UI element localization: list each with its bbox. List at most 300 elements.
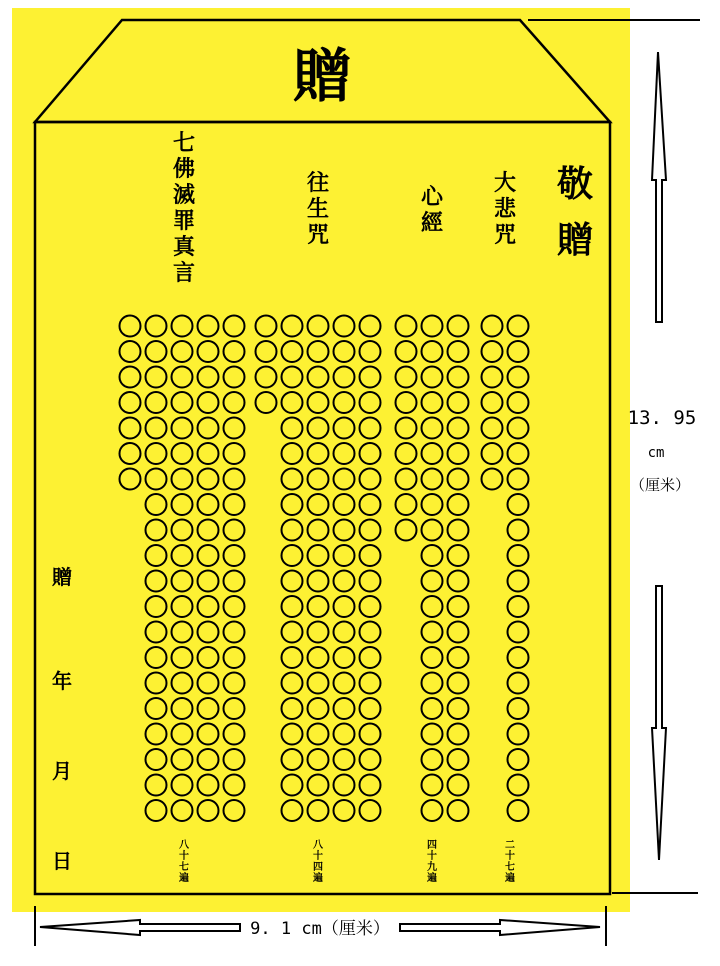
recitation-circle[interactable] [172, 775, 193, 796]
recitation-circle[interactable] [172, 622, 193, 643]
recitation-circle[interactable] [146, 545, 167, 566]
recitation-circle[interactable] [224, 698, 245, 719]
recitation-circle[interactable] [224, 418, 245, 439]
recitation-circle[interactable] [198, 698, 219, 719]
recitation-circle[interactable] [396, 520, 417, 541]
recitation-circle[interactable] [146, 367, 167, 388]
recitation-circle[interactable] [224, 673, 245, 694]
recitation-circle[interactable] [172, 418, 193, 439]
recitation-circle[interactable] [448, 698, 469, 719]
column-count-2-char: 八 [313, 840, 323, 851]
column-count-4 [504, 839, 515, 884]
column-title-1 [173, 130, 196, 286]
column-count-1-char: 七 [179, 862, 189, 873]
recitation-circle[interactable] [448, 673, 469, 694]
recitation-circle[interactable] [508, 596, 529, 617]
recitation-circle[interactable] [360, 571, 381, 592]
recitation-circle[interactable] [224, 341, 245, 362]
column-count-4-char: 遍 [505, 873, 515, 884]
recitation-circle[interactable] [308, 367, 329, 388]
recitation-circle[interactable] [198, 545, 219, 566]
recitation-circle[interactable] [482, 418, 503, 439]
recitation-circle[interactable] [146, 520, 167, 541]
recitation-circle[interactable] [422, 698, 443, 719]
recitation-circle[interactable] [422, 775, 443, 796]
height-unit: cm [647, 445, 665, 461]
recitation-circle[interactable] [146, 494, 167, 515]
column-count-1 [178, 839, 190, 884]
recitation-circle[interactable] [448, 622, 469, 643]
recitation-circle[interactable] [172, 571, 193, 592]
recitation-circle[interactable] [422, 724, 443, 745]
recitation-circle[interactable] [508, 341, 529, 362]
recitation-circle[interactable] [482, 443, 503, 464]
recitation-circle[interactable] [482, 469, 503, 490]
recitation-circle[interactable] [308, 418, 329, 439]
recitation-circle[interactable] [120, 392, 141, 413]
recitation-circle[interactable] [308, 596, 329, 617]
recitation-circle[interactable] [308, 775, 329, 796]
recitation-circle[interactable] [334, 469, 355, 490]
recitation-circle[interactable] [198, 392, 219, 413]
column-title-3-char: 心 [420, 184, 444, 210]
column-count-1-char: 十 [179, 851, 189, 862]
recitation-circle[interactable] [422, 800, 443, 821]
recitation-circle[interactable] [360, 800, 381, 821]
recitation-circle[interactable] [448, 520, 469, 541]
recitation-circle[interactable] [422, 443, 443, 464]
column-title-1-char: 罪 [172, 208, 196, 234]
recitation-circle[interactable] [508, 545, 529, 566]
recitation-circle[interactable] [508, 571, 529, 592]
recitation-circle[interactable] [334, 418, 355, 439]
column-title-1-char: 佛 [172, 156, 196, 182]
recitation-circle[interactable] [198, 367, 219, 388]
recitation-circle[interactable] [360, 520, 381, 541]
recitation-circle[interactable] [396, 469, 417, 490]
recitation-circle[interactable] [334, 724, 355, 745]
recitation-circle[interactable] [422, 596, 443, 617]
recitation-circle[interactable] [334, 800, 355, 821]
recitation-circle[interactable] [396, 494, 417, 515]
recitation-circle[interactable] [224, 724, 245, 745]
recitation-circle[interactable] [146, 596, 167, 617]
recitation-circle[interactable] [360, 443, 381, 464]
recitation-circle[interactable] [482, 367, 503, 388]
recitation-circle[interactable] [282, 341, 303, 362]
column-count-4-char: 七 [505, 862, 515, 873]
respect-label-char: 敬 [556, 163, 594, 205]
recitation-circle[interactable] [146, 775, 167, 796]
recitation-circle[interactable] [422, 571, 443, 592]
recitation-circle[interactable] [146, 571, 167, 592]
recitation-circle[interactable] [508, 673, 529, 694]
recitation-circle[interactable] [448, 724, 469, 745]
date-label-char: 贈 [52, 565, 72, 589]
recitation-circle[interactable] [308, 545, 329, 566]
recitation-circle[interactable] [172, 443, 193, 464]
recitation-circle[interactable] [172, 596, 193, 617]
recitation-circle[interactable] [508, 775, 529, 796]
recitation-circle[interactable] [308, 571, 329, 592]
column-count-3-char: 遍 [427, 873, 437, 884]
recitation-circle[interactable] [224, 596, 245, 617]
recitation-circle[interactable] [396, 418, 417, 439]
recitation-circle[interactable] [422, 367, 443, 388]
recitation-circle[interactable] [120, 316, 141, 337]
recitation-circle[interactable] [120, 469, 141, 490]
height-dimension [528, 20, 700, 893]
recitation-circle[interactable] [146, 341, 167, 362]
height-unit-cn: （厘米） [629, 476, 691, 494]
recitation-circle[interactable] [360, 749, 381, 770]
recitation-circle[interactable] [422, 469, 443, 490]
recitation-circle[interactable] [360, 494, 381, 515]
recitation-circle[interactable] [224, 520, 245, 541]
recitation-circle[interactable] [224, 392, 245, 413]
recitation-circle[interactable] [422, 749, 443, 770]
recitation-circle[interactable] [360, 316, 381, 337]
recitation-circle[interactable] [282, 520, 303, 541]
recitation-circle[interactable] [448, 647, 469, 668]
column-count-2-char: 四 [313, 862, 323, 873]
recitation-circle[interactable] [422, 647, 443, 668]
recitation-circle[interactable] [198, 724, 219, 745]
recitation-circle[interactable] [172, 316, 193, 337]
recitation-circle[interactable] [198, 622, 219, 643]
recitation-circle[interactable] [334, 775, 355, 796]
recitation-circle[interactable] [224, 367, 245, 388]
recitation-circle[interactable] [282, 775, 303, 796]
width-label: 9. 1 cm（厘米） [250, 919, 390, 939]
recitation-circle[interactable] [146, 800, 167, 821]
recitation-circle[interactable] [146, 749, 167, 770]
recitation-circle[interactable] [508, 494, 529, 515]
recitation-circle[interactable] [360, 392, 381, 413]
recitation-circle[interactable] [282, 367, 303, 388]
recitation-circle-grid [120, 316, 529, 822]
recitation-circle[interactable] [360, 596, 381, 617]
recitation-circle[interactable] [448, 469, 469, 490]
recitation-circle[interactable] [198, 418, 219, 439]
recitation-circle[interactable] [282, 443, 303, 464]
recitation-circle[interactable] [224, 494, 245, 515]
recitation-circle[interactable] [172, 647, 193, 668]
recitation-circle[interactable] [198, 647, 219, 668]
recitation-circle[interactable] [508, 698, 529, 719]
column-count-3-char: 四 [427, 840, 437, 851]
recitation-circle[interactable] [360, 724, 381, 745]
recitation-circle[interactable] [308, 622, 329, 643]
recitation-circle[interactable] [120, 367, 141, 388]
recitation-circle[interactable] [396, 341, 417, 362]
recitation-circle[interactable] [282, 724, 303, 745]
recitation-circle[interactable] [172, 673, 193, 694]
width-dimension [35, 906, 606, 946]
recitation-circle[interactable] [508, 749, 529, 770]
recitation-circle[interactable] [422, 622, 443, 643]
recitation-circle[interactable] [282, 800, 303, 821]
recitation-circle[interactable] [396, 443, 417, 464]
recitation-circle[interactable] [308, 749, 329, 770]
recitation-circle[interactable] [172, 724, 193, 745]
recitation-circle[interactable] [198, 571, 219, 592]
recitation-circle[interactable] [198, 341, 219, 362]
recitation-circle[interactable] [146, 469, 167, 490]
recitation-circle[interactable] [308, 520, 329, 541]
recitation-circle[interactable] [396, 367, 417, 388]
recitation-circle[interactable] [308, 724, 329, 745]
recitation-circle[interactable] [198, 494, 219, 515]
recitation-circle[interactable] [282, 622, 303, 643]
recitation-circle[interactable] [282, 392, 303, 413]
recitation-circle[interactable] [308, 341, 329, 362]
recitation-circle[interactable] [146, 698, 167, 719]
recitation-circle[interactable] [308, 673, 329, 694]
recitation-circle[interactable] [308, 443, 329, 464]
recitation-circle[interactable] [334, 316, 355, 337]
recitation-circle[interactable] [422, 494, 443, 515]
recitation-circle[interactable] [172, 800, 193, 821]
recitation-circle[interactable] [224, 775, 245, 796]
column-title-3 [421, 184, 444, 236]
column-count-2 [312, 839, 324, 884]
recitation-circle[interactable] [334, 520, 355, 541]
recitation-circle[interactable] [282, 698, 303, 719]
recitation-circle[interactable] [172, 392, 193, 413]
recitation-circle[interactable] [256, 392, 277, 413]
recitation-circle[interactable] [224, 749, 245, 770]
recitation-circle[interactable] [448, 367, 469, 388]
recitation-circle[interactable] [282, 673, 303, 694]
date-label-char: 日 [52, 849, 72, 873]
recitation-circle[interactable] [256, 367, 277, 388]
recitation-circle[interactable] [308, 494, 329, 515]
recitation-circle[interactable] [224, 316, 245, 337]
recitation-circle[interactable] [448, 545, 469, 566]
recitation-circle[interactable] [282, 469, 303, 490]
recitation-circle[interactable] [448, 749, 469, 770]
recitation-circle[interactable] [448, 418, 469, 439]
recitation-circle[interactable] [282, 749, 303, 770]
recitation-circle[interactable] [224, 545, 245, 566]
column-title-4 [494, 170, 517, 248]
recitation-circle[interactable] [146, 622, 167, 643]
recitation-circle[interactable] [334, 571, 355, 592]
recitation-circle[interactable] [508, 724, 529, 745]
recitation-circle[interactable] [422, 545, 443, 566]
recitation-circle[interactable] [508, 469, 529, 490]
recitation-circle[interactable] [482, 316, 503, 337]
recitation-circle[interactable] [120, 341, 141, 362]
column-title-3-char: 經 [420, 210, 444, 236]
recitation-circle[interactable] [146, 392, 167, 413]
recitation-circle[interactable] [224, 622, 245, 643]
recitation-circle[interactable] [334, 698, 355, 719]
recitation-circle[interactable] [448, 341, 469, 362]
recitation-circle[interactable] [198, 596, 219, 617]
recitation-circle[interactable] [360, 545, 381, 566]
recitation-circle[interactable] [198, 520, 219, 541]
recitation-circle[interactable] [448, 571, 469, 592]
recitation-circle[interactable] [448, 443, 469, 464]
date-label-char: 月 [52, 759, 72, 783]
recitation-circle[interactable] [422, 316, 443, 337]
recitation-circle[interactable] [334, 596, 355, 617]
column-title-2 [307, 170, 329, 248]
recitation-circle[interactable] [508, 392, 529, 413]
recitation-circle[interactable] [146, 724, 167, 745]
recitation-circle[interactable] [334, 622, 355, 643]
recitation-circle[interactable] [422, 673, 443, 694]
recitation-circle[interactable] [224, 469, 245, 490]
recitation-circle[interactable] [448, 596, 469, 617]
recitation-circle[interactable] [508, 800, 529, 821]
recitation-circle[interactable] [334, 494, 355, 515]
recitation-circle[interactable] [360, 622, 381, 643]
recitation-circle[interactable] [120, 418, 141, 439]
recitation-circle[interactable] [198, 775, 219, 796]
recitation-circle[interactable] [224, 647, 245, 668]
recitation-circle[interactable] [360, 647, 381, 668]
recitation-circle[interactable] [308, 698, 329, 719]
width-arrow-left [40, 920, 240, 935]
recitation-circle[interactable] [146, 443, 167, 464]
recitation-circle[interactable] [422, 520, 443, 541]
date-label [52, 565, 72, 873]
recitation-circle[interactable] [422, 341, 443, 362]
recitation-circle[interactable] [422, 392, 443, 413]
recitation-circle[interactable] [172, 469, 193, 490]
recitation-circle[interactable] [256, 341, 277, 362]
recitation-circle[interactable] [172, 698, 193, 719]
recitation-circle[interactable] [224, 571, 245, 592]
recitation-circle[interactable] [146, 418, 167, 439]
recitation-circle[interactable] [360, 698, 381, 719]
recitation-circle[interactable] [360, 673, 381, 694]
recitation-circle[interactable] [396, 392, 417, 413]
recitation-circle[interactable] [360, 418, 381, 439]
recitation-circle[interactable] [396, 316, 417, 337]
recitation-circle[interactable] [256, 316, 277, 337]
column-count-2-char: 十 [313, 851, 323, 862]
recitation-circle[interactable] [334, 673, 355, 694]
recitation-circle[interactable] [448, 800, 469, 821]
recitation-circle[interactable] [146, 647, 167, 668]
recitation-circle[interactable] [172, 520, 193, 541]
column-count-3-char: 九 [427, 862, 437, 873]
height-arrow-down [652, 586, 666, 860]
recitation-circle[interactable] [172, 341, 193, 362]
column-title-2-char: 生 [306, 196, 330, 222]
recitation-circle[interactable] [508, 367, 529, 388]
header-char: 贈 [292, 42, 352, 110]
column-count-4-char: 十 [505, 851, 515, 862]
recitation-circle[interactable] [198, 316, 219, 337]
column-count-3 [426, 839, 437, 884]
recitation-circle[interactable] [508, 316, 529, 337]
respect-label-char: 贈 [556, 219, 594, 261]
recitation-circle[interactable] [120, 443, 141, 464]
recitation-circle[interactable] [146, 316, 167, 337]
column-title-1-char: 七 [172, 130, 196, 156]
recitation-circle[interactable] [448, 494, 469, 515]
recitation-circle[interactable] [448, 316, 469, 337]
column-count-4-char: 二 [505, 840, 515, 851]
recitation-circle[interactable] [282, 316, 303, 337]
recitation-circle[interactable] [172, 545, 193, 566]
recitation-circle[interactable] [198, 443, 219, 464]
recitation-circle[interactable] [334, 392, 355, 413]
recitation-circle[interactable] [282, 571, 303, 592]
recitation-circle[interactable] [422, 418, 443, 439]
column-count-3-char: 十 [427, 851, 437, 862]
recitation-circle[interactable] [508, 418, 529, 439]
recitation-circle[interactable] [334, 647, 355, 668]
recitation-circle[interactable] [224, 800, 245, 821]
column-title-4-char: 悲 [493, 196, 517, 222]
recitation-circle[interactable] [308, 392, 329, 413]
recitation-circle[interactable] [334, 443, 355, 464]
recitation-circle[interactable] [172, 367, 193, 388]
recitation-circle[interactable] [360, 341, 381, 362]
recitation-circle[interactable] [508, 520, 529, 541]
recitation-circle[interactable] [308, 800, 329, 821]
recitation-circle[interactable] [282, 494, 303, 515]
recitation-circle[interactable] [172, 494, 193, 515]
recitation-circle[interactable] [334, 367, 355, 388]
column-title-4-char: 咒 [493, 222, 517, 248]
recitation-circle[interactable] [146, 673, 167, 694]
recitation-circle[interactable] [308, 316, 329, 337]
width-arrow-right [400, 920, 600, 935]
recitation-circle[interactable] [198, 749, 219, 770]
recitation-circle[interactable] [508, 647, 529, 668]
column-count-1-char: 遍 [179, 873, 189, 884]
height-value: 13. 95 [627, 407, 697, 429]
recitation-circle[interactable] [198, 469, 219, 490]
column-count-1-char: 八 [179, 840, 189, 851]
column-count-2-char: 遍 [313, 873, 323, 884]
recitation-circle[interactable] [224, 443, 245, 464]
recitation-circle[interactable] [308, 469, 329, 490]
recitation-circle[interactable] [482, 341, 503, 362]
recitation-circle[interactable] [198, 673, 219, 694]
recitation-circle[interactable] [334, 749, 355, 770]
recitation-circle[interactable] [308, 647, 329, 668]
recitation-circle[interactable] [360, 469, 381, 490]
recitation-circle[interactable] [360, 775, 381, 796]
recitation-circle[interactable] [282, 418, 303, 439]
recitation-circle[interactable] [282, 647, 303, 668]
column-title-1-char: 真 [172, 234, 196, 260]
recitation-circle[interactable] [508, 622, 529, 643]
recitation-circle[interactable] [360, 367, 381, 388]
recitation-circle[interactable] [448, 775, 469, 796]
recitation-circle[interactable] [282, 596, 303, 617]
recitation-circle[interactable] [448, 392, 469, 413]
recitation-circle[interactable] [198, 800, 219, 821]
recitation-circle[interactable] [282, 545, 303, 566]
column-title-1-char: 滅 [172, 182, 196, 208]
date-label-char: 年 [52, 669, 72, 693]
recitation-circle[interactable] [508, 443, 529, 464]
recitation-circle[interactable] [334, 341, 355, 362]
respect-label [556, 163, 593, 261]
recitation-circle[interactable] [334, 545, 355, 566]
recitation-circle[interactable] [172, 749, 193, 770]
recitation-circle[interactable] [482, 392, 503, 413]
